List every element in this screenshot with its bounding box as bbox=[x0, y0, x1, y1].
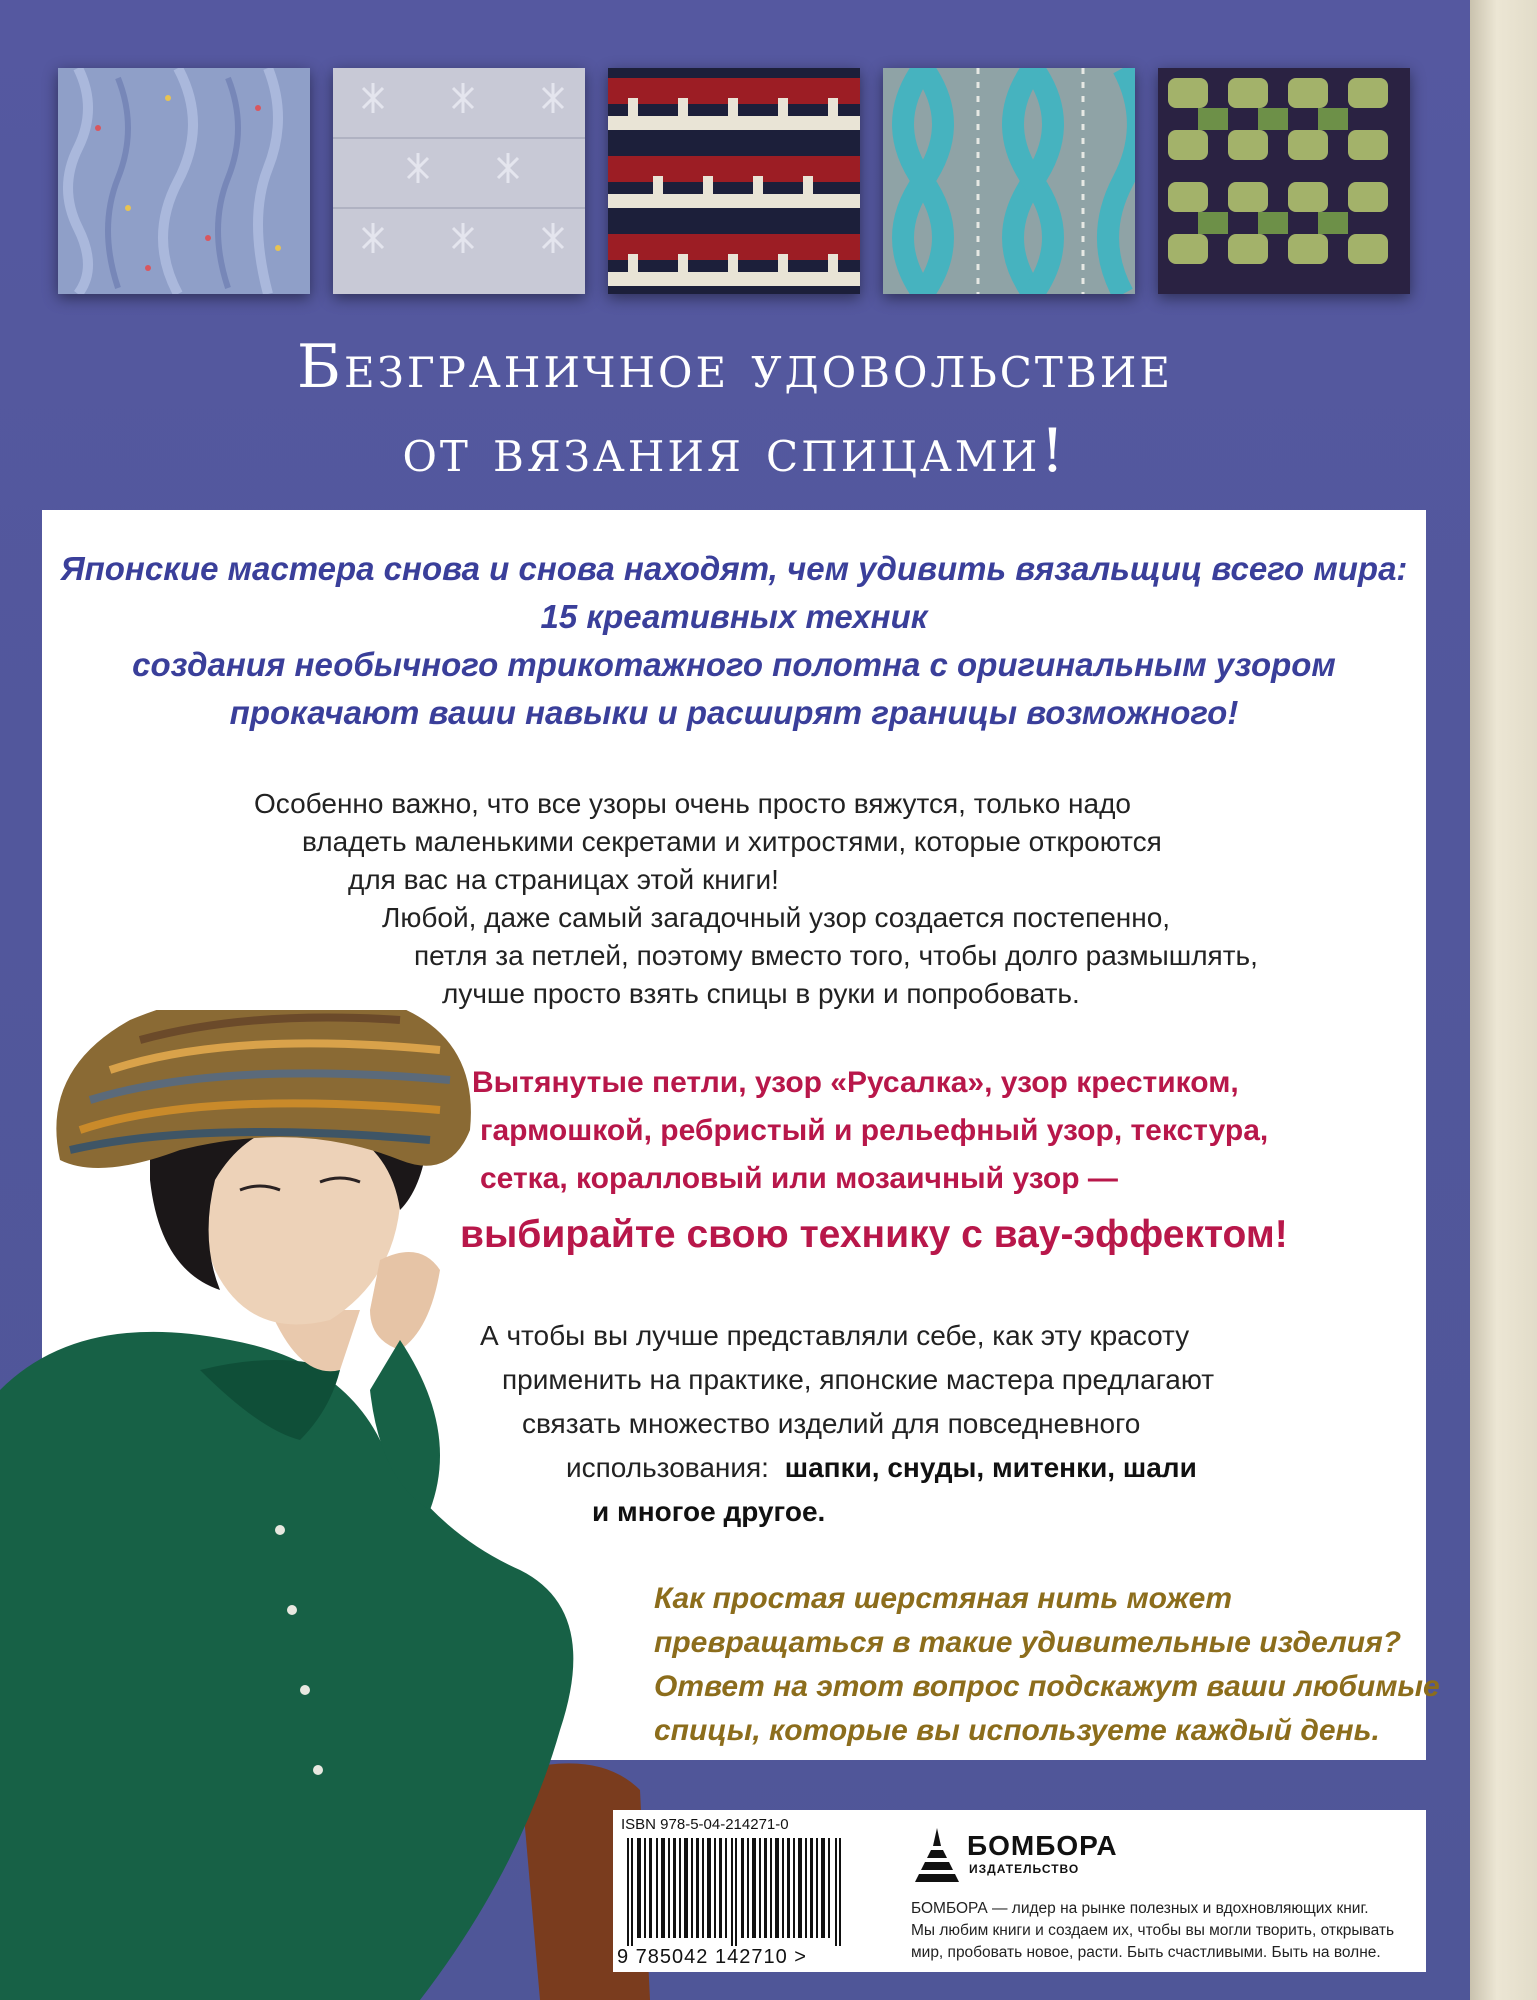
knit-swatch-grey-lace bbox=[333, 68, 585, 294]
publisher-description: БОМБОРА — лидер на рынке полезных и вдохновляющих книг. bbox=[911, 1900, 1369, 1917]
paragraph-line: связать множество изделий для повседневного bbox=[522, 1408, 1141, 1439]
items-list: шапки, снуды, митенки, шали bbox=[784, 1452, 1197, 1483]
paragraph-line: петля за петлей, поэтому вместо того, чтобы долго размышлять, bbox=[414, 940, 1258, 971]
page-edge bbox=[1470, 0, 1537, 2000]
paragraph-line: применить на практике, японские мастера предлагают bbox=[502, 1364, 1215, 1395]
headline bbox=[0, 325, 1470, 493]
knit-swatch-green-purple-check bbox=[1158, 68, 1410, 294]
paragraph-plain-text: использования: bbox=[566, 1452, 769, 1483]
intro-line: 15 креативных техник bbox=[540, 598, 928, 635]
techniques-line: Вытянутые петли, узор «Русалка», узор крестиком, bbox=[472, 1066, 1239, 1099]
paragraph-line: для вас на страницах этой книги! bbox=[348, 864, 779, 895]
publisher-name: БОМБОРА bbox=[967, 1830, 1118, 1861]
intro-line: создания необычного трикотажного полотна с оригинальным узором bbox=[132, 646, 1336, 683]
closing-line: спицы, которые вы используете каждый день. bbox=[654, 1714, 1380, 1747]
headline-line-2: от вязания спицами! bbox=[402, 416, 1068, 486]
techniques-line: гармошкой, ребристый и рельефный узор, текстура, bbox=[480, 1114, 1269, 1147]
paragraph-line: А чтобы вы лучше представляли себе, как эту красоту bbox=[480, 1320, 1190, 1351]
barcode-number: 9 785042 142710 > bbox=[617, 1946, 807, 1968]
knit-swatch-red-navy-stripes bbox=[608, 68, 860, 294]
knit-swatch-blue-tweed bbox=[58, 68, 310, 294]
intro-line: прокачают ваши навыки и расширят границы возможного! bbox=[229, 694, 1239, 731]
publisher-block bbox=[871, 1810, 1426, 1972]
closing-line: Как простая шерстяная нить может bbox=[654, 1582, 1233, 1615]
headline-line-1: Безграничное удовольствие bbox=[296, 332, 1174, 402]
techniques-highlight: выбирайте свою технику с вау-эффектом! bbox=[460, 1213, 1288, 1256]
publisher-description: Мы любим книги и создаем их, чтобы вы могли творить, открывать bbox=[911, 1922, 1395, 1939]
knit-swatch-teal-cable bbox=[883, 68, 1135, 294]
paragraph-line: владеть маленькими секретами и хитростями, которые откроются bbox=[302, 826, 1162, 857]
paragraph-line: лучше просто взять спицы в руки и попробовать. bbox=[442, 978, 1080, 1009]
publisher-sub: ИЗДАТЕЛЬСТВО bbox=[969, 1862, 1080, 1876]
techniques-line: сетка, коралловый или мозаичный узор — bbox=[480, 1162, 1118, 1195]
closing-line: Ответ на этот вопрос подскажут ваши любимые bbox=[654, 1670, 1440, 1703]
closing-line: превращаться в такие удивительные изделия? bbox=[654, 1626, 1402, 1659]
barcode-icon bbox=[621, 1838, 861, 1946]
items-list: и многое другое. bbox=[592, 1496, 826, 1527]
isbn-barcode bbox=[613, 1810, 871, 1972]
paragraph-line: Любой, даже самый загадочный узор создается постепенно, bbox=[382, 902, 1171, 933]
paragraph-line: Особенно важно, что все узоры очень просто вяжутся, только надо bbox=[254, 788, 1131, 819]
isbn-label: ISBN 978-5-04-214271-0 bbox=[621, 1816, 789, 1833]
intro-line: Японские мастера снова и снова находят, чем удивить вязальщиц всего мира: bbox=[60, 550, 1408, 587]
publisher-description: мир, пробовать новое, расти. Быть счастливыми. Быть на волне. bbox=[911, 1944, 1381, 1961]
bombora-logo-icon bbox=[911, 1824, 963, 1886]
